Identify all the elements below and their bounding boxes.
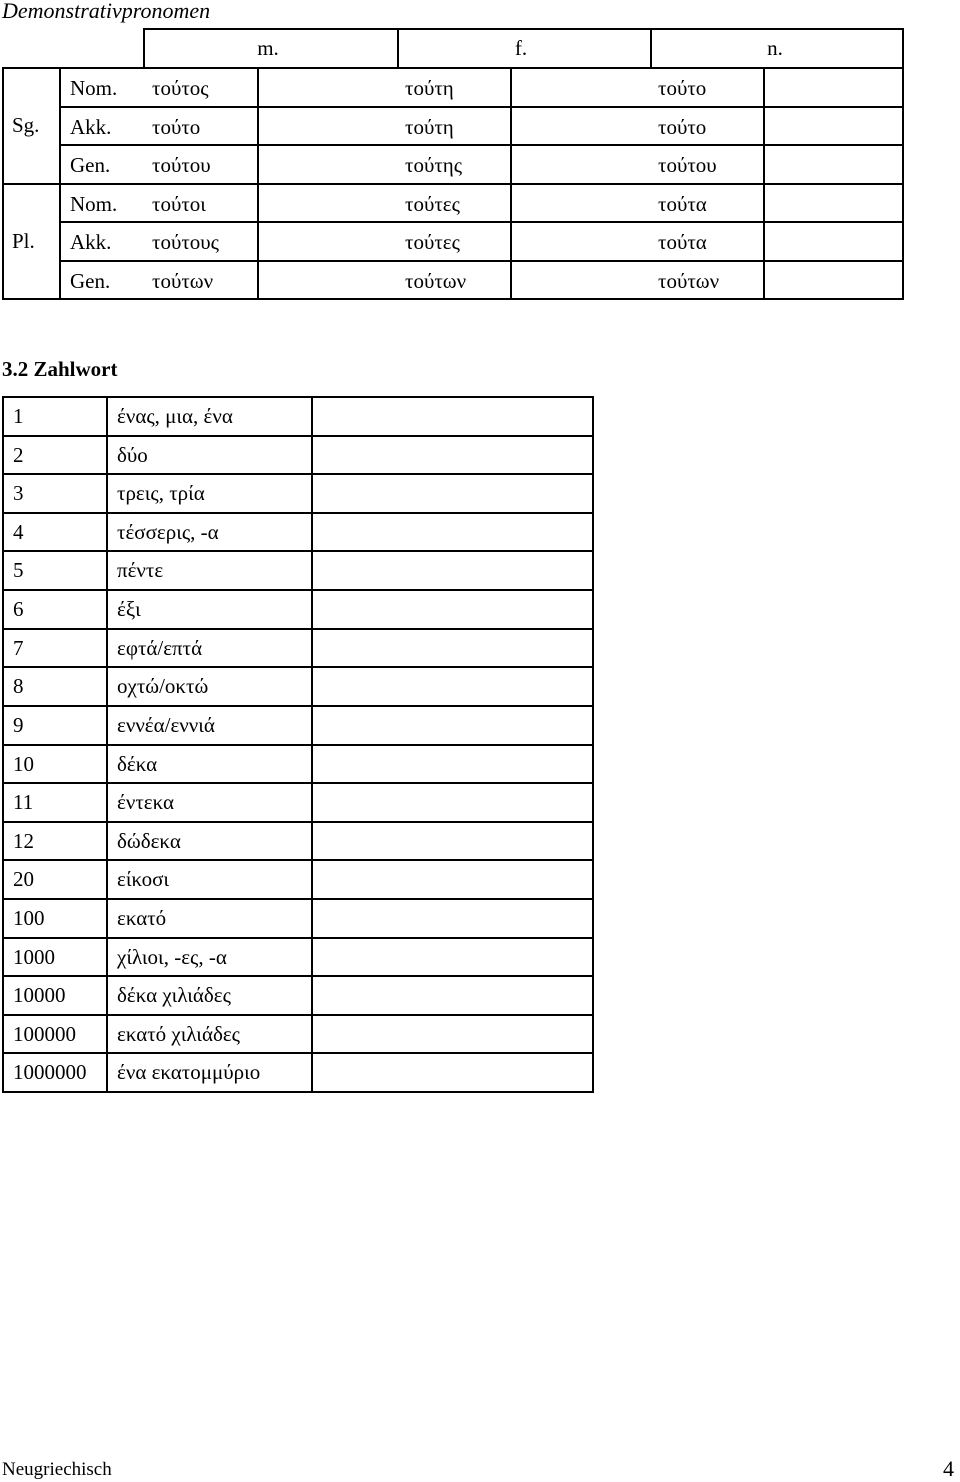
numeral-word: εννέα/εννιά (117, 713, 215, 737)
table-border (2, 435, 592, 437)
table-border (2, 512, 592, 514)
table-border (2, 589, 592, 591)
number-label: Sg. (12, 113, 40, 137)
numeral-digit: 3 (13, 481, 24, 505)
table-border (2, 859, 592, 861)
numeral-digit: 6 (13, 597, 24, 621)
case-label: Gen. (70, 153, 111, 177)
pronoun-form: τούτο (658, 76, 707, 100)
numeral-word: τρεις, τρία (117, 481, 205, 505)
pronoun-form: τούτες (405, 230, 460, 254)
numerals-heading: 3.2 Zahlwort (2, 357, 118, 381)
table-border (2, 782, 592, 784)
numeral-word: έξι (117, 597, 141, 621)
numeral-word: δέκα χιλιάδες (117, 983, 231, 1007)
case-label: Akk. (70, 230, 112, 254)
pronoun-form: τούτη (405, 76, 454, 100)
numeral-digit: 1000 (13, 945, 55, 969)
numeral-word: δέκα (117, 752, 158, 776)
table-border (2, 1091, 592, 1093)
case-label: Akk. (70, 115, 112, 139)
numeral-word: εκατό (117, 906, 167, 930)
pronoun-form: τούτοι (152, 192, 206, 216)
table-border (2, 937, 592, 939)
table-border (2, 975, 592, 977)
numeral-digit: 4 (13, 520, 24, 544)
numeral-word: ένα εκατομμύριο (117, 1060, 261, 1084)
pronoun-form: τούτα (658, 192, 707, 216)
table-border (2, 396, 592, 398)
numeral-digit: 100000 (13, 1022, 76, 1046)
pronoun-form: τούτους (152, 230, 219, 254)
numeral-digit: 12 (13, 829, 34, 853)
case-label: Gen. (70, 269, 111, 293)
table-border (2, 1014, 592, 1016)
case-label: Nom. (70, 192, 118, 216)
numeral-digit: 10 (13, 752, 34, 776)
pronoun-form: τούτο (152, 115, 201, 139)
pronoun-form: τούτα (658, 230, 707, 254)
pronoun-form: τούτος (152, 76, 209, 100)
number-label: Pl. (12, 229, 35, 253)
page-number: 4 (943, 1456, 954, 1481)
numeral-word: τέσσερις, -α (117, 520, 219, 544)
pronoun-form: τούτου (658, 153, 717, 177)
table-border (2, 744, 592, 746)
section-title: Demonstrativpronomen (2, 0, 211, 23)
pronoun-form: τούτη (405, 115, 454, 139)
numeral-word: οχτώ/οκτώ (117, 674, 209, 698)
pronoun-form: τούτων (658, 269, 720, 293)
numeral-digit: 8 (13, 674, 24, 698)
pronoun-form: τούτων (405, 269, 467, 293)
table-border (2, 628, 592, 630)
pronoun-form: τούτο (658, 115, 707, 139)
numeral-word: δώδεκα (117, 829, 181, 853)
gender-header: m. (257, 36, 279, 60)
table-border (2, 550, 592, 552)
gender-header: f. (514, 36, 528, 60)
numeral-digit: 7 (13, 636, 24, 660)
numeral-word: εκατό χιλιάδες (117, 1022, 240, 1046)
table-border (2, 705, 592, 707)
numeral-digit: 100 (13, 906, 45, 930)
numeral-digit: 5 (13, 558, 24, 582)
table-border (2, 1052, 592, 1054)
numeral-word: πέντε (117, 558, 164, 582)
numeral-word: χίλιοι, -ες, -α (117, 945, 227, 969)
numeral-word: δύο (117, 443, 148, 467)
table-border (2, 821, 592, 823)
case-label: Nom. (70, 76, 118, 100)
numeral-digit: 20 (13, 867, 34, 891)
numeral-digit: 10000 (13, 983, 66, 1007)
gender-header: n. (767, 36, 783, 60)
table-border (2, 473, 592, 475)
footer-title: Neugriechisch (2, 1459, 112, 1480)
numeral-digit: 9 (13, 713, 24, 737)
pronoun-form: τούτων (152, 269, 214, 293)
pronoun-form: τούτης (405, 153, 463, 177)
numeral-digit: 1 (13, 404, 24, 428)
table-border (2, 898, 592, 900)
numeral-word: έντεκα (117, 790, 174, 814)
numeral-digit: 11 (13, 790, 34, 814)
pronoun-form: τούτες (405, 192, 460, 216)
numeral-digit: 2 (13, 443, 24, 467)
numeral-digit: 1000000 (13, 1060, 87, 1084)
pronoun-form: τούτου (152, 153, 211, 177)
numeral-word: εφτά/επτά (117, 636, 203, 660)
table-border (592, 396, 594, 1093)
numeral-word: είκοσι (117, 867, 170, 891)
numeral-word: ένας, μια, ένα (117, 404, 233, 428)
table-border (2, 666, 592, 668)
